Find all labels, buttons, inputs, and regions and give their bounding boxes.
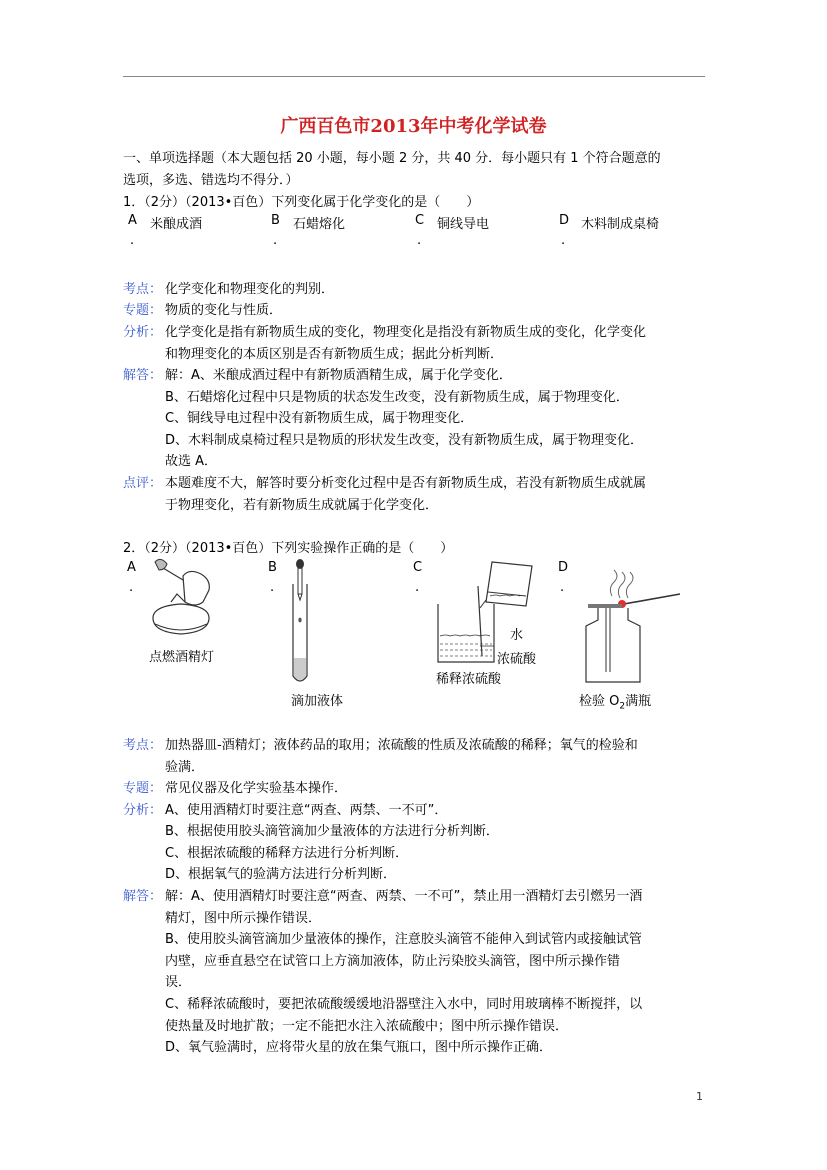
q2-stem: 2．（2分）（2013•百色）下列实验操作正确的是（ ） [123,541,454,556]
q2-kaodian-line2: 验满． [165,760,205,775]
q1-option-b: 石蜡熔化 [293,217,346,232]
q2-jieda-line3: B、使用胶头滴管滴加少量液体的操作，注意胶头滴管不能伸入到试管内或接触试管 [165,932,642,947]
q1-jieda-label: 解答： [123,368,163,383]
q1-fenxi-label: 分析： [123,325,163,340]
q2-kaodian-line1: 加热器皿-酒精灯；液体药品的取用；浓硫酸的性质及浓硫酸的稀释；氧气的检验和 [165,738,638,753]
q1-fenxi-line1: 化学变化是指有新物质生成的变化，物理变化是指没有新物质生成的变化，化学变化 [165,325,647,340]
q1-dianping-label: 点评： [123,476,163,491]
q1-jieda-line5: 故选 A． [165,454,218,469]
q2-jieda-line4: 内壁，应垂直悬空在试管口上方滴加液体，防止污染胶头滴管，图中所示操作错 [165,954,621,969]
q2-option-c-caption: 稀释浓硫酸 [436,672,502,687]
q1-option-d-letter: D [559,213,570,228]
q2-option-d-dot: . [560,580,565,595]
q1-fenxi-line2: 和物理变化的本质区别是否有新物质生成；据此分析判断． [165,347,504,362]
q2-jieda-line8: D、氧气验满时，应将带火星的放在集气瓶口，图中所示操作正确． [165,1040,553,1055]
q2-option-a-dot: . [129,580,134,595]
q1-dianping-line1: 本题难度不大，解答时要分析变化过程中是否有新物质生成，若没有新物质生成就属 [165,476,647,491]
q1-option-b-dot: . [273,233,278,248]
q2-option-c-dot: . [415,580,420,595]
q2-zhuanti: 常见仪器及化学实验基本操作． [165,781,348,796]
q1-zhuanti-label: 专题： [123,303,163,318]
page-title: 广西百色市2013年中考化学试卷 [280,116,547,137]
q2-option-b-letter: B [268,560,277,575]
q2-jieda-label: 解答： [123,889,163,904]
q1-jieda-line3: C、铜线导电过程中没有新物质生成，属于物理变化． [165,411,474,426]
section-heading-line2: 选项，多选、错选均不得分．） [123,173,299,188]
q1-zhuanti: 物质的变化与性质． [165,303,283,318]
q2-fenxi-label: 分析： [123,803,163,818]
q2-option-c-water-label: 水 [510,628,524,643]
q1-stem: 1．（2分）（2013•百色）下列变化属于化学变化的是（ ） [123,195,480,210]
q1-jieda-line1: 解：A、米酿成酒过程中有新物质酒精生成，属于化学变化． [165,368,512,383]
section-heading-line1: 一、单项选择题（本大题包括 20 小题，每小题 2 分，共 40 分．每小题只有 1 个符合题意的 [123,151,661,166]
q2-jieda-line5: 误． [165,975,192,990]
q2-fenxi-line3: C、根据浓硫酸的稀释方法进行分析判断． [165,846,409,861]
q1-option-a-dot: . [130,233,135,248]
q2-fenxi-line4: D、根据氧气的验满方法进行分析判断． [165,867,397,882]
q1-option-a-letter: A [128,213,137,228]
q1-jieda-line4: D、木料制成桌椅过程只是物质的形状发生改变，没有新物质生成，属于物理变化． [165,433,644,448]
gas-bottle-figure [576,568,686,686]
q1-option-c: 铜线导电 [437,217,490,232]
q1-option-a: 米酿成酒 [150,217,203,232]
q2-jieda-line1: 解：A、使用酒精灯时要注意“两查、两禁、一不可”，禁止用一酒精灯去引燃另一酒 [165,889,643,904]
dropper-test-tube-figure [285,558,315,686]
q1-jieda-line2: B、石蜡熔化过程中只是物质的状态发生改变，没有新物质生成，属于物理变化． [165,390,629,405]
q2-option-a-caption: 点燃酒精灯 [149,650,215,665]
q1-kaodian: 化学变化和物理变化的判别． [165,282,335,297]
q2-kaodian-label: 考点： [123,738,163,753]
q1-option-c-letter: C [415,213,425,228]
q2-option-b-dot: . [270,580,275,595]
q2-option-c-acid-label: 浓硫酸 [497,652,537,667]
q2-jieda-line6: C、稀释浓硫酸时，要把浓硫酸缓缓地沿器壁注入水中，同时用玻璃棒不断搅拌，以 [165,997,643,1012]
q2-option-d-caption: 检验 $O_2$满瓶 [579,694,652,712]
q2-jieda-line7: 使热量及时地扩散；一定不能把水注入浓硫酸中；图中所示操作错误． [165,1019,569,1034]
q2-option-a-letter: A [127,560,136,575]
header-rule [123,76,705,77]
q2-jieda-line2: 精灯，图中所示操作错误． [165,911,322,926]
q1-dianping-line2: 于物理变化，若有新物质生成就属于化学变化． [165,498,439,513]
q2-option-b-caption: 滴加液体 [291,694,344,709]
q2-zhuanti-label: 专题： [123,781,163,796]
q2-fenxi-line1: A、使用酒精灯时要注意“两查、两禁、一不可”． [165,803,448,818]
q2-option-c-letter: C [413,560,423,575]
q2-fenxi-line2: B、根据使用胶头滴管滴加少量液体的方法进行分析判断． [165,824,499,839]
q1-option-c-dot: . [417,233,422,248]
q1-option-d-dot: . [561,233,566,248]
q1-kaodian-label: 考点： [123,282,163,297]
alcohol-lamp-figure [143,558,223,646]
q1-option-d: 木料制成桌椅 [581,217,660,232]
q1-option-b-letter: B [271,213,280,228]
page-number: 1 [696,1090,703,1103]
q2-option-d-letter: D [558,560,569,575]
q2-option-d-caption-sub: 2 [619,701,626,712]
